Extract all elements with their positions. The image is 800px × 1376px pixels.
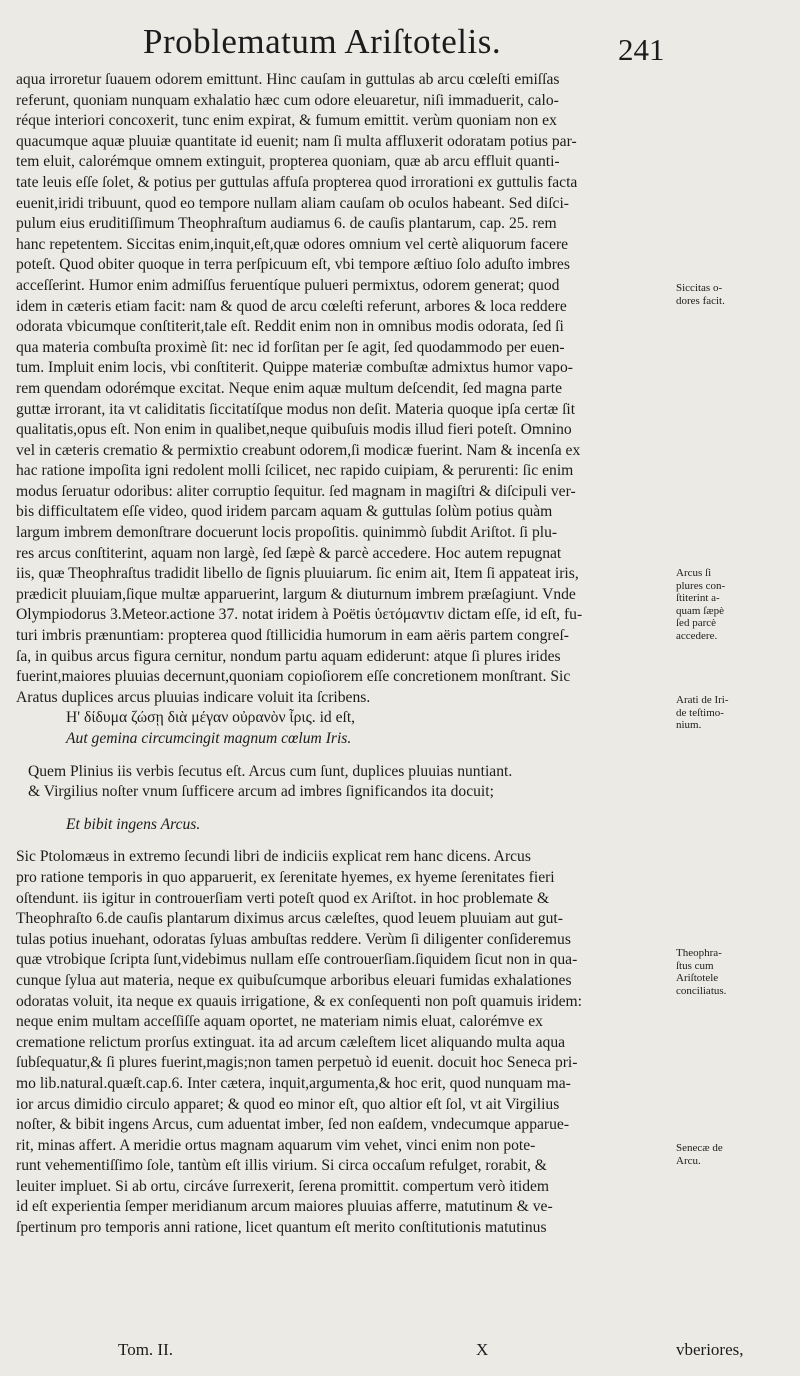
- text-line: tum. Impluit enim locis, vbi conſtiterit. Quippe materiæ combuſtæ admixtus humor vapo-: [16, 359, 573, 377]
- text-line: euenit,iridi tribuunt, quod eo tempore nullam aliam cauſam ob oculos habeant. Sed diſci-: [16, 194, 569, 212]
- virgil-quote: Et bibit ingens Arcus.: [66, 815, 201, 833]
- text-line: pulum eius eruditiſſimum Theophraſtum audiamus 6. de cauſis plantarum, cap. 25. rem: [16, 215, 557, 233]
- text-line: guttæ irrorant, ita vt caliditatis ſiccitatíſque modus non deſit. Materia quoque ipſa certæ ſit: [16, 400, 576, 418]
- text-line: quæ vtrobique ſcripta ſunt,videbimus nullam eſſe controuerſiam.ſiquidem ſicut non in qua-: [16, 951, 578, 969]
- text-line: Olympiodorus 3.Meteor.actione 37. notat iridem à Poëtis ὑετόμαντιν dictam eſſe, id eſt, fu-: [16, 606, 583, 624]
- page-number: 241: [618, 32, 665, 67]
- margin-note-siccitas: Siccitas o- dores facit.: [676, 282, 725, 307]
- body-text: [16, 70, 671, 1239]
- text-line: crematione relictum prorſus extinguat. ita ad arcum cæleſtem licet aliquando multa aqua: [16, 1033, 566, 1051]
- text-line: leuiter impluet. Si ab ortu, circáve ſurrexerit, ſerena promittit. compertum verò itidem: [16, 1177, 550, 1195]
- text-line: fuerint,maiores pluuias decernunt,quoniam copioſiorem eſſe concretionem monſtrant. Sic: [16, 668, 571, 686]
- text-line: rit, minas affert. A meridie ortus magnam aquarum vim vehet, vinci enim non pote-: [16, 1136, 536, 1154]
- text-line: réque interiori concoxerit, tunc enim expirat, & fumum emittit. verùm quoniam non ex: [16, 112, 557, 130]
- text-line: cunque ſylua aut materia, neque ex quibuſcumque arboribus eleuari fumidas exhalationes: [16, 971, 572, 989]
- volume-marker: Tom. II.: [118, 1340, 173, 1359]
- text-line: ſpertinum pro temporis anni ratione, licet quantum eſt merito conſtitutionis matutinus: [16, 1219, 547, 1237]
- catchword: vberiores,: [676, 1340, 744, 1359]
- text-line: tem eluit, calorémque omnem extinguit, propterea quoniam, quæ ab arcu effluit quanti-: [16, 153, 560, 171]
- text-line: hac ratione impoſita igni redolent molli ſcilicet, nec rapido cuipiam, & perurenti: ſic enim: [16, 462, 574, 480]
- margin-note-arcus-plures: Arcus ſi plures con- ſtiterint a- quam ſæpè ſed parcè accedere.: [676, 567, 726, 642]
- signature-mark: X: [476, 1340, 489, 1359]
- text-line: runt vehementiſſimo ſole, tantùm eſt illis virium. Si circa occaſum refulget, rorabit, &: [16, 1157, 547, 1175]
- text-line: acceſſerint. Humor enim admiſſus feruentíque pulueri permixtus, odorem generat; quod: [16, 276, 560, 294]
- text-line: res arcus conſtiterint, aquam non largè, ſed ſæpè & parcè accedere. Hoc autem repugnat: [16, 544, 562, 562]
- text-line: & Virgilius noſter vnum ſufficere arcum ad imbres ſignificandos ita docuit;: [28, 783, 494, 801]
- text-line: Theophraſto 6.de cauſis plantarum diximus arcus cæleſtes, quod leuem pluuiam aut gut-: [16, 910, 563, 928]
- paragraph-main: [16, 70, 671, 708]
- text-line: Quem Plinius iis verbis ſecutus eſt. Arcus cum ſunt, duplices pluuias nuntiant.: [28, 762, 513, 780]
- margin-note-theophrastus: Theophra- ſtus cum Ariſtotele conciliatus.: [676, 947, 727, 997]
- text-line: odoratas voluit, ita neque ex quauis irrigatione, & ex conſequenti non poſt quamuis iridem:: [16, 992, 583, 1010]
- text-line: bis difficultatem eſſe video, quod iridem parcam aquam & guttulas ſolùm potius quàm: [16, 503, 553, 521]
- text-line: hanc repetentem. Siccitas enim,inquit,eſt,quæ odores omnium vel certè aliquorum facere: [16, 235, 569, 253]
- page-footer: [0, 1340, 800, 1370]
- text-line: ſa, in quibus arcus figura cernitur, nondum partu aquam ediderunt: atque ſi plures irides: [16, 647, 561, 665]
- text-line: ior arcus dimidio circulo apparet; & quod eo minor eſt, quo altior eſt ſol, vt ait Virgilius: [16, 1095, 560, 1113]
- text-line: qua materia combuſta proximè ſit: nec id forſitan per ſe agit, ſed quodammodo per euen-: [16, 338, 565, 356]
- margin-note-seneca: Senecæ de Arcu.: [676, 1142, 723, 1167]
- text-line: neque enim multam acceſſiſſe aquam oportet, ne materiam nimis eluat, calorémve ex: [16, 1013, 543, 1031]
- text-line: rem quendam odorémque excitat. Neque enim aquæ multum deſcendit, ſed magna parte: [16, 379, 563, 397]
- text-line: noſter, & bibit ingens Arcus, cum aduentat imber, ſed non eaſdem, vndecumque apparue-: [16, 1116, 570, 1134]
- text-line: Sic Ptolomæus in extremo ſecundi libri de indiciis explicat rem hanc dicens. Arcus: [16, 848, 531, 866]
- text-line: mo lib.natural.quæſt.cap.6. Inter cætera, inquit,argumenta,& hoc erit, quod nunquam ma-: [16, 1074, 571, 1092]
- text-line: iis, quæ Theophraſtus tradidit libello de ſignis pluuiarum. ſic enim ait, Item ſi appateat iris,: [16, 565, 579, 583]
- text-line: vel in cæteris crematio & permixtio creabunt odorem,ſi modicæ fuerint. Nam & incenſa ex: [16, 441, 581, 459]
- text-line: turi imbris prænuntiam: propterea quod ſtillicidia humorum in eam aëris partem congreſ-: [16, 627, 569, 645]
- text-line: aqua irroretur ſuauem odorem emittunt. Hinc cauſam in guttulas ab arcu cœleſti emiſſas: [16, 71, 560, 88]
- text-line: qualitatis,opus eſt. Non enim in qualibet,neque quibuſuis modis illud fieri poteſt. Omnino: [16, 421, 572, 439]
- text-line: pro ratione temporis in quo apparuerit, ex ſerenitate hyemes, ex hyeme ſerenitates fieri: [16, 868, 555, 886]
- text-line: tate leuis eſſe ſolet, & potius per guttulas affuſa propterea quod irrorationi ex guttulis facta: [16, 173, 578, 191]
- text-line: referunt, quoniam nunquam exhalatio hæc cum odore eleuaretur, niſi immaduerit, calo-: [16, 91, 559, 109]
- text-line: ſubſequatur,& ſi plures fuerint,magis;non tamen perpetuò id euenit. docuit hoc Seneca pri-: [16, 1054, 578, 1072]
- text-line: id eſt experientia ſemper meridianum arcum maiores pluuias afferre, matutinum & ve-: [16, 1198, 553, 1216]
- text-line: poteſt. Quod obiter quoque in terra perſpicuum eſt, vbi tempore æſtiuo ſolo aduſto imbres: [16, 256, 570, 274]
- running-title: Problematum Ariſtotelis.: [143, 22, 502, 61]
- text-line: Aratus duplices arcus pluuias indicare voluit ita ſcribens.: [16, 688, 371, 706]
- text-line: tulas potius inuehant, odoratas ſyluas ambuſtas reddere. Verùm ſi diligenter conſideremus: [16, 930, 571, 948]
- text-line: idem in cæteris etiam facit: nam & quod de arcu cœleſti referunt, arbores & loca reddere: [16, 297, 567, 315]
- paragraph-ptolemy: [16, 847, 671, 1238]
- text-line: prædicit pluuiam,ſique multæ apparuerint, largum & diuturnum imbrem præſagiunt. Vnde: [16, 585, 576, 603]
- margin-note-arati: Arati de Iri- de teſtimo- nium.: [676, 694, 729, 732]
- text-line: oſtendunt. iis igitur in controuerſiam verti poteſt quod ex Ariſtot. in hoc problemate &: [16, 889, 550, 907]
- text-line: largum imbrem demonſtrare docuerunt locis propoſitis. quinimmò ſubdit Ariſtot. ſi plu-: [16, 524, 558, 542]
- text-line: odorata vbicumque conſtiterit,tale eſt. Reddit enim non in omnibus modis odorata, ſed ſi: [16, 318, 564, 336]
- paragraph-pliny: [16, 762, 671, 803]
- greek-verse: Η' δίδυμα ζώσῃ διὰ μέγαν οὐρανὸν ἶρις. id eſt,: [66, 709, 356, 727]
- text-line: modus ſeruatur odoribus: aliter corruptio ſequitur. ſed magnam in magiſtri & diſcipuli ver-: [16, 482, 576, 500]
- text-line: quacumque aquæ pluuiæ quantitate id euenit; nam ſi multa affluxerit odoratam potius par-: [16, 132, 577, 150]
- latin-verse-translation: Aut gemina circumcingit magnum cœlum Iris.: [66, 730, 352, 747]
